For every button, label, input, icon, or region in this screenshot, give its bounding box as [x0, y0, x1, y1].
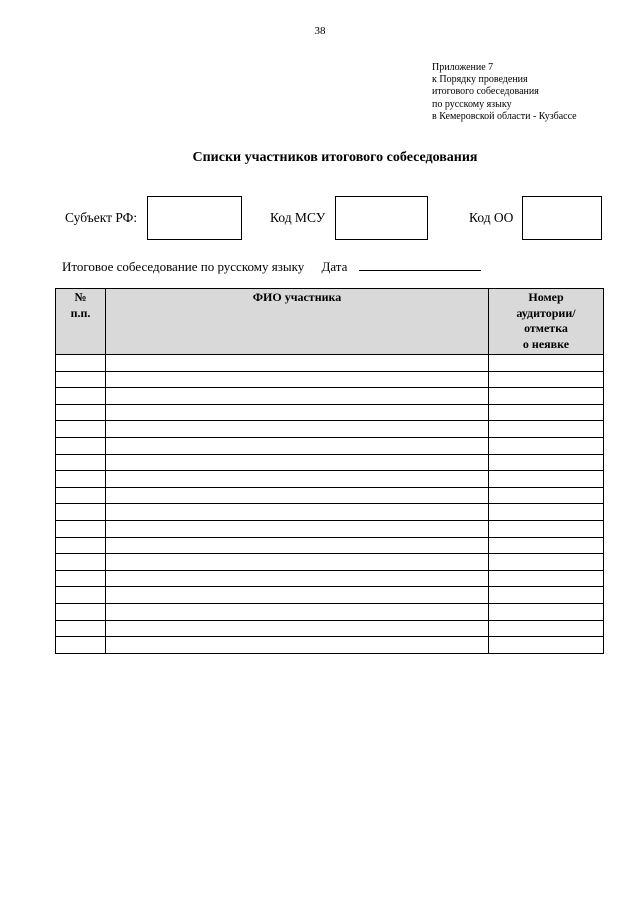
- row-fio-cell[interactable]: [106, 388, 489, 405]
- row-number-cell[interactable]: [56, 471, 106, 488]
- table-row: [56, 603, 604, 620]
- row-number-cell[interactable]: [56, 454, 106, 471]
- row-room-cell[interactable]: [489, 637, 604, 654]
- header-fio: [106, 289, 489, 355]
- row-number-cell[interactable]: [56, 421, 106, 438]
- row-room-cell[interactable]: [489, 587, 604, 604]
- participants-table: [55, 288, 604, 654]
- table-row: [56, 570, 604, 587]
- header-room-line: аудитории/: [516, 305, 576, 320]
- row-number-cell[interactable]: [56, 620, 106, 637]
- row-fio-cell[interactable]: [106, 404, 489, 421]
- row-fio-cell[interactable]: [106, 371, 489, 388]
- subject-line: [62, 259, 481, 275]
- row-fio-cell[interactable]: [106, 454, 489, 471]
- appendix-note: [432, 62, 577, 123]
- row-fio-cell[interactable]: [106, 355, 489, 372]
- row-fio-cell[interactable]: [106, 537, 489, 554]
- row-room-cell[interactable]: [489, 454, 604, 471]
- table-body: [56, 355, 604, 654]
- row-number-cell[interactable]: [56, 437, 106, 454]
- row-room-cell[interactable]: [489, 620, 604, 637]
- table-row: [56, 371, 604, 388]
- row-number-cell[interactable]: [56, 637, 106, 654]
- appendix-line: итогового собеседования: [432, 86, 539, 98]
- table-row: [56, 504, 604, 521]
- table-row: [56, 587, 604, 604]
- document-title: Списки участников итогового собеседования: [192, 150, 478, 165]
- row-room-cell[interactable]: [489, 570, 604, 587]
- table-row: [56, 404, 604, 421]
- header-room-line: о неявке: [522, 336, 570, 351]
- row-room-cell[interactable]: [489, 471, 604, 488]
- row-fio-cell[interactable]: [106, 570, 489, 587]
- row-fio-cell[interactable]: [106, 421, 489, 438]
- table-row: [56, 355, 604, 372]
- appendix-line: к Порядку проведения: [432, 74, 528, 86]
- row-number-cell[interactable]: [56, 388, 106, 405]
- table-row: [56, 520, 604, 537]
- row-room-cell[interactable]: [489, 603, 604, 620]
- row-room-cell[interactable]: [489, 537, 604, 554]
- row-fio-cell[interactable]: [106, 487, 489, 504]
- row-room-cell[interactable]: [489, 404, 604, 421]
- oo-code-label: Код ОО: [469, 210, 514, 225]
- table-row: [56, 637, 604, 654]
- row-room-cell[interactable]: [489, 421, 604, 438]
- msu-code-label: Код МСУ: [270, 210, 326, 225]
- table-row: [56, 487, 604, 504]
- row-number-cell[interactable]: [56, 371, 106, 388]
- appendix-line: Приложение 7: [432, 62, 494, 73]
- table-row: [56, 554, 604, 571]
- table-row: [56, 537, 604, 554]
- row-number-cell[interactable]: [56, 404, 106, 421]
- header-room: [489, 289, 604, 355]
- header-room-line: отметка: [524, 321, 568, 335]
- header-number-line: №: [74, 290, 87, 304]
- row-number-cell[interactable]: [56, 355, 106, 372]
- appendix-line: по русскому языку: [432, 98, 512, 110]
- header-fio-label: ФИО участника: [252, 290, 342, 304]
- row-room-cell[interactable]: [489, 388, 604, 405]
- row-fio-cell[interactable]: [106, 520, 489, 537]
- date-label: Дата: [321, 259, 348, 274]
- row-fio-cell[interactable]: [106, 437, 489, 454]
- table-header-row: [56, 289, 604, 355]
- row-fio-cell[interactable]: [106, 620, 489, 637]
- row-number-cell[interactable]: [56, 504, 106, 521]
- table-row: [56, 437, 604, 454]
- row-fio-cell[interactable]: [106, 471, 489, 488]
- row-room-cell[interactable]: [489, 554, 604, 571]
- row-number-cell[interactable]: [56, 587, 106, 604]
- table-row: [56, 620, 604, 637]
- row-room-cell[interactable]: [489, 371, 604, 388]
- row-room-cell[interactable]: [489, 520, 604, 537]
- row-fio-cell[interactable]: [106, 554, 489, 571]
- row-number-cell[interactable]: [56, 487, 106, 504]
- page-number: 38: [314, 25, 326, 37]
- appendix-line: в Кемеровской области - Кузбассе: [432, 110, 577, 122]
- row-number-cell[interactable]: [56, 554, 106, 571]
- row-fio-cell[interactable]: [106, 603, 489, 620]
- table-row: [56, 421, 604, 438]
- row-number-cell[interactable]: [56, 603, 106, 620]
- row-room-cell[interactable]: [489, 355, 604, 372]
- row-number-cell[interactable]: [56, 570, 106, 587]
- table-row: [56, 471, 604, 488]
- date-field[interactable]: [359, 260, 481, 271]
- row-fio-cell[interactable]: [106, 587, 489, 604]
- oo-code-field[interactable]: [522, 196, 602, 240]
- header-number-line: п.п.: [70, 305, 91, 320]
- table-row: [56, 388, 604, 405]
- table-row: [56, 454, 604, 471]
- row-fio-cell[interactable]: [106, 504, 489, 521]
- subject-code-label: Субъект РФ:: [65, 210, 138, 225]
- row-number-cell[interactable]: [56, 520, 106, 537]
- msu-code-field[interactable]: [335, 196, 428, 240]
- row-room-cell[interactable]: [489, 487, 604, 504]
- header-number: [56, 289, 106, 355]
- row-fio-cell[interactable]: [106, 637, 489, 654]
- subject-code-field[interactable]: [147, 196, 242, 240]
- row-room-cell[interactable]: [489, 437, 604, 454]
- subject-text: Итоговое собеседование по русскому языку: [62, 259, 305, 274]
- row-room-cell[interactable]: [489, 504, 604, 521]
- row-number-cell[interactable]: [56, 537, 106, 554]
- header-room-line: Номер: [528, 290, 564, 304]
